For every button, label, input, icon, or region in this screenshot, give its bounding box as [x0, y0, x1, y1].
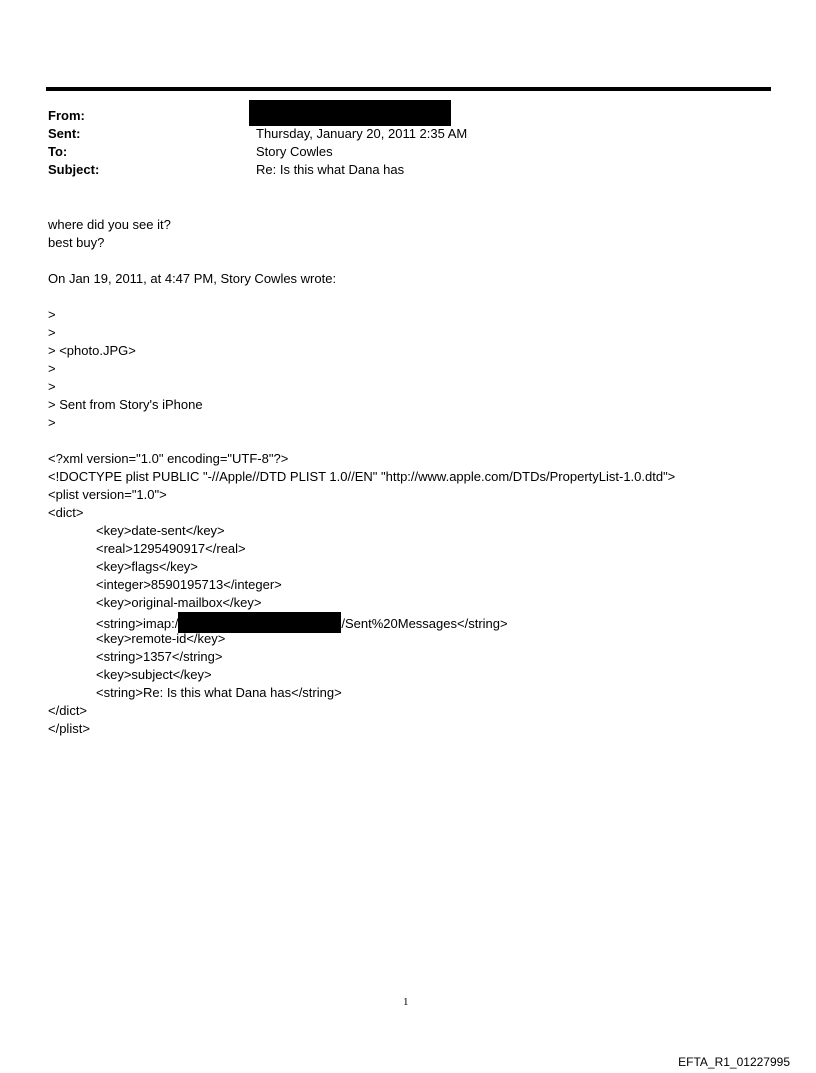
quoted-line: > Sent from Story's iPhone [48, 397, 203, 412]
xml-line: </plist> [48, 721, 90, 736]
xml-fragment: /Sent%20Messages</string> [341, 616, 508, 631]
email-body [48, 216, 675, 738]
from-redaction [249, 100, 451, 126]
xml-line: <key>date-sent</key> [96, 523, 225, 538]
xml-line: <real>1295490917</real> [96, 541, 246, 556]
xml-line: <!DOCTYPE plist PUBLIC "-//Apple//DTD PLIST 1.0//EN" "http://www.apple.com/DTDs/PropertyList-1.0.dtd"> [48, 469, 676, 484]
body-line: best buy? [48, 235, 105, 250]
quote-header: On Jan 19, 2011, at 4:47 PM, Story Cowles wrote: [48, 271, 337, 286]
xml-line: </dict> [48, 703, 88, 718]
to-value: Story Cowles [256, 144, 333, 159]
xml-line: <plist version="1.0"> [48, 487, 167, 502]
quoted-line: > [48, 325, 56, 340]
quoted-line: > [48, 361, 56, 376]
xml-line: <key>subject</key> [96, 667, 212, 682]
xml-line: <string>Re: Is this what Dana has</string> [96, 685, 342, 700]
page-number: 1 [403, 996, 409, 1008]
bates-number: EFTA_R1_01227995 [678, 1055, 790, 1069]
sent-label: Sent: [48, 126, 81, 141]
subject-label: Subject: [48, 162, 100, 177]
xml-fragment: <string>imap:/ [96, 616, 179, 631]
sent-value: Thursday, January 20, 2011 2:35 AM [256, 126, 468, 141]
xml-line [48, 612, 675, 630]
to-label: To: [48, 144, 68, 159]
xml-line: <key>remote-id</key> [96, 631, 226, 646]
xml-line: <integer>8590195713</integer> [96, 577, 282, 592]
xml-line: <string>1357</string> [96, 649, 223, 664]
xml-line: <?xml version="1.0" encoding="UTF-8"?> [48, 451, 289, 466]
quoted-line: > <photo.JPG> [48, 343, 136, 358]
from-label: From: [48, 108, 85, 123]
quoted-line: > [48, 415, 56, 430]
quoted-line: > [48, 379, 56, 394]
quoted-line: > [48, 307, 56, 322]
body-line: where did you see it? [48, 217, 171, 232]
header-rule [46, 87, 771, 91]
subject-value: Re: Is this what Dana has [256, 162, 405, 177]
xml-line: <key>original-mailbox</key> [96, 595, 262, 610]
xml-line: <key>flags</key> [96, 559, 198, 574]
xml-line: <dict> [48, 505, 84, 520]
